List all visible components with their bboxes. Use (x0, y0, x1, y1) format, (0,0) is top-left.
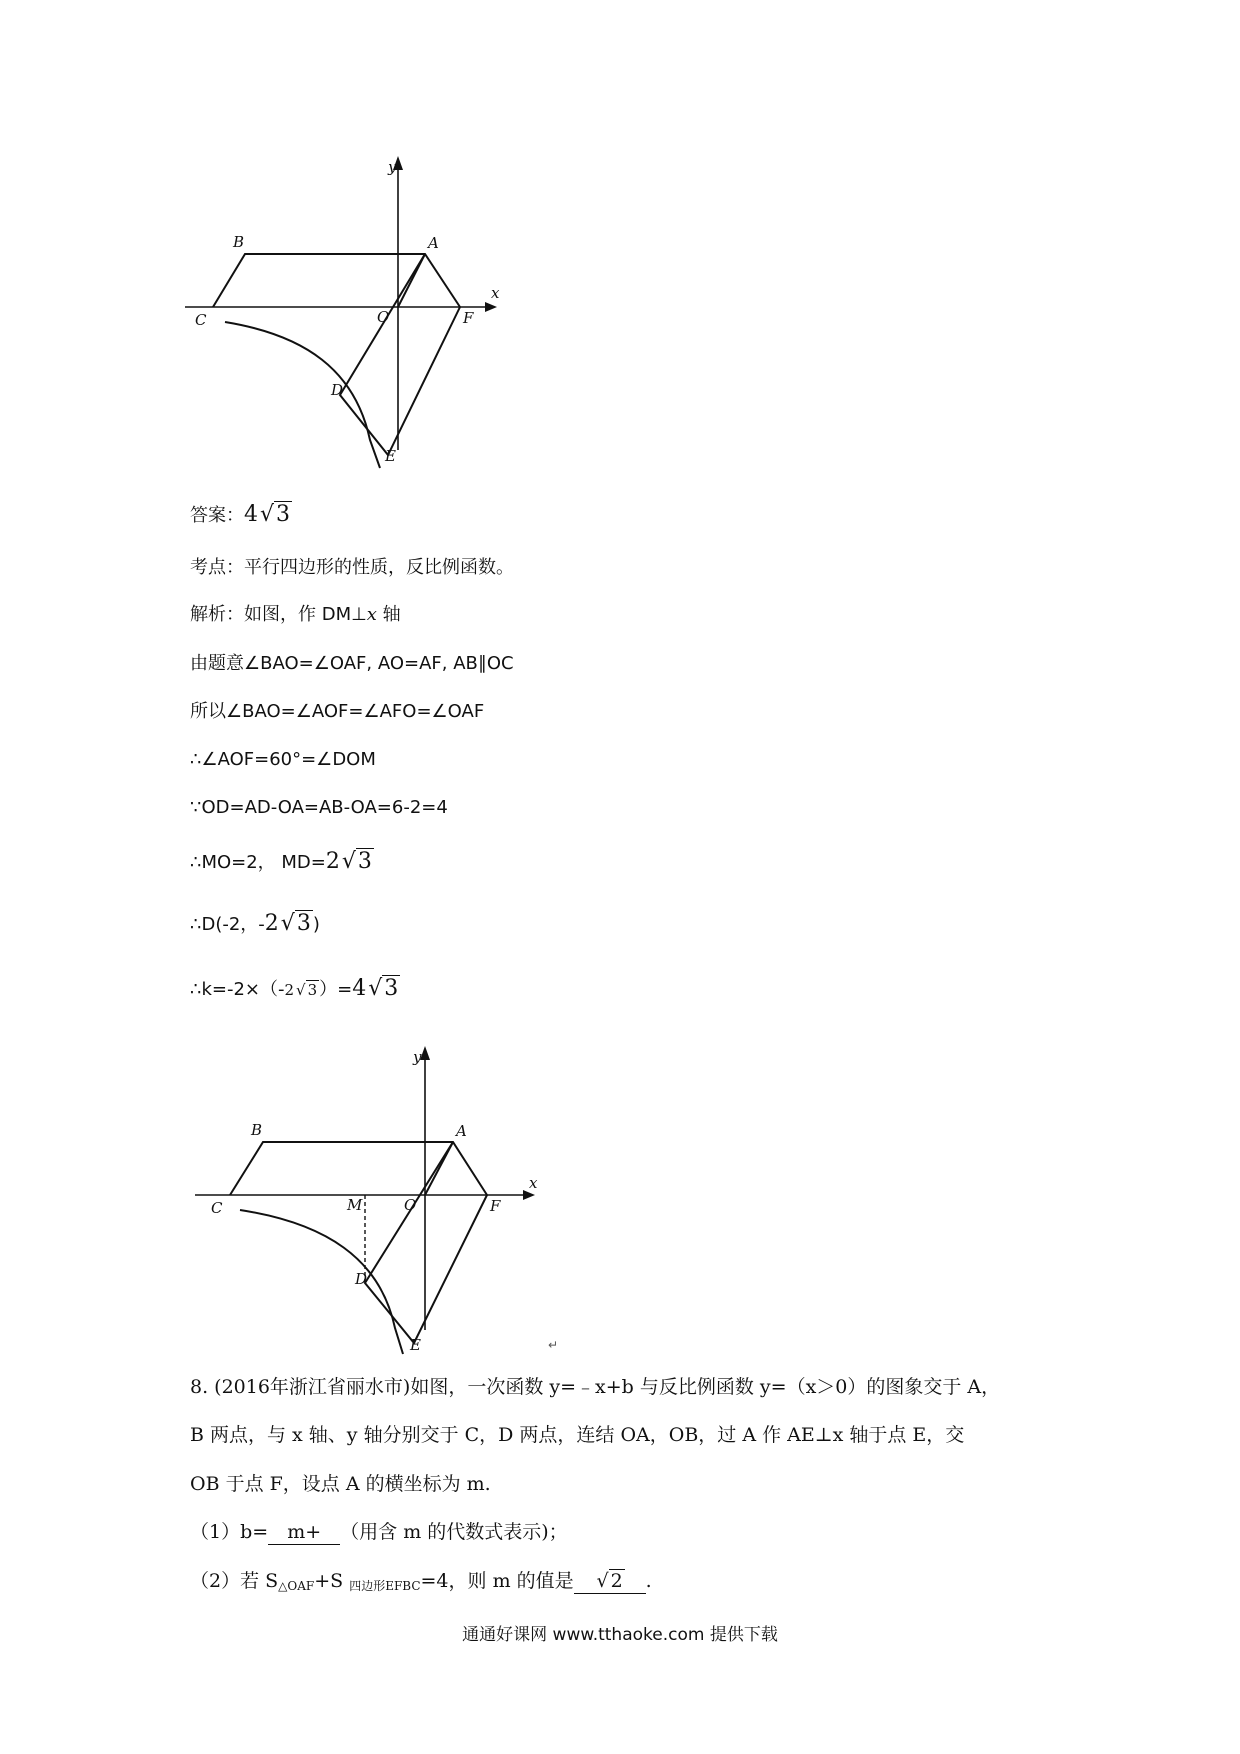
jiexi-line (190, 603, 401, 627)
figure-1 (185, 150, 525, 470)
label-x: x (529, 1174, 538, 1192)
figure-1-svg (185, 150, 525, 470)
step-7-coef2: 4 (352, 976, 367, 1001)
label-e: E (385, 447, 396, 465)
y-axis-arrow (420, 1046, 430, 1060)
label-o: O (404, 1196, 417, 1214)
q8-line-1: 8. (2016年浙江省丽水市)如图，一次函数 y=﹣x+b 与反比例函数 y=（x＞0）的图象交于 A， (190, 1376, 1001, 1398)
q8-p2-end: . (645, 1570, 652, 1592)
figure-2 (195, 1030, 545, 1360)
step-6-prefix: ∴D(-2，- (190, 914, 265, 935)
q8-p2-blank-rad: 2 (610, 1570, 623, 1592)
step-5-sqrt: √3 (341, 849, 372, 874)
answer-label: 答案： (190, 505, 244, 526)
answer-coef: 4 (244, 502, 258, 527)
step-7-rad: 3 (307, 981, 318, 999)
step-6 (190, 912, 320, 937)
q8-p2-sub2: 四边形EFBC (349, 1579, 421, 1593)
q8-p2-blank: √ 2 (574, 1569, 646, 1594)
page-footer: 通通好课网 www.tthaoke.com 提供下载 (462, 1625, 778, 1645)
step-2: 所以∠BAO=∠AOF=∠AFO=∠OAF (190, 701, 485, 722)
label-b: B (233, 233, 245, 251)
q8-p1-suffix: （用含 m 的代数式表示)； (340, 1521, 568, 1543)
hyperbola-curve (240, 1210, 403, 1354)
label-a: A (456, 1122, 467, 1140)
q8-part-2 (190, 1569, 1070, 1598)
label-e: E (410, 1336, 421, 1354)
label-c: C (211, 1199, 223, 1217)
label-o: O (377, 308, 390, 326)
step-7-sqrt2: √3 (368, 976, 399, 1001)
label-d: D (331, 381, 344, 399)
jiexi-axis-word: 轴 (376, 604, 401, 625)
quad-adef (340, 254, 460, 455)
step-5-rad: 3 (357, 849, 372, 874)
step-5-coef: 2 (325, 849, 340, 874)
answer-line (190, 503, 292, 528)
label-c: C (195, 311, 207, 329)
figure-2-svg (195, 1030, 545, 1360)
label-f: F (490, 1197, 501, 1215)
answer-sqrt: √3 (260, 502, 291, 527)
step-7 (190, 977, 400, 1002)
step-6-rad: 3 (296, 911, 311, 936)
hyperbola-curve (225, 322, 380, 468)
step-7-sqrt: √ 3 (296, 981, 318, 999)
label-m: M (347, 1196, 363, 1214)
q8-line-2: B 两点，与 x 轴、y 轴分别交于 C，D 两点，连结 OA，OB，过 A 作 AE⊥x 轴于点 E，交 (190, 1424, 965, 1446)
q8-p2-prefix: （2）若 S (190, 1570, 279, 1592)
q8-p2-eq: =4，则 m 的值是 (420, 1570, 574, 1592)
quad-adef (365, 1142, 487, 1343)
step-5 (190, 850, 374, 875)
label-x: x (491, 284, 500, 302)
return-mark-icon: ↵ (548, 1338, 559, 1352)
q8-p1-blank: m+ (268, 1520, 340, 1545)
q8-part-1 (190, 1520, 1070, 1545)
q8-p1-prefix: （1）b= (190, 1521, 269, 1543)
step-7-coef: 2 (284, 981, 295, 999)
step-1: 由题意∠BAO=∠OAF, AO=AF, AB∥OC (190, 653, 514, 674)
step-6-sqrt: √3 (280, 911, 311, 936)
label-y: y (413, 1048, 422, 1066)
step-3: ∴∠AOF=60°=∠DOM (190, 749, 376, 770)
q8-p2-sub1: △OAF (278, 1579, 315, 1593)
step-6-coef: 2 (264, 911, 279, 936)
label-d: D (355, 1270, 368, 1288)
step-7-rad2: 3 (384, 976, 399, 1001)
step-5-prefix: ∴MO=2， MD= (190, 852, 326, 873)
x-axis-arrow (485, 302, 497, 312)
step-7-mid: ）= (319, 979, 353, 1000)
answer-value (244, 502, 292, 527)
kaodian-line: 考点：平行四边形的性质，反比例函数。 (190, 557, 514, 578)
parallelogram-b-a (213, 254, 460, 307)
label-y: y (388, 158, 397, 176)
q8-p2-mid: +S (314, 1570, 350, 1592)
jiexi-text: 解析：如图，作 DM⊥ (190, 604, 367, 625)
answer-rad: 3 (276, 502, 291, 527)
step-4: ∵OD=AD-OA=AB-OA=6-2=4 (190, 797, 448, 818)
step-7-prefix: ∴k=-2×（- (190, 979, 285, 1000)
q8-line-3: OB 于点 F，设点 A 的横坐标为 m. (190, 1473, 491, 1495)
jiexi-axis: x (366, 604, 377, 625)
step-6-suffix: ) (312, 914, 320, 935)
label-f: F (463, 309, 474, 327)
label-b: B (251, 1121, 263, 1139)
label-a: A (428, 234, 439, 252)
